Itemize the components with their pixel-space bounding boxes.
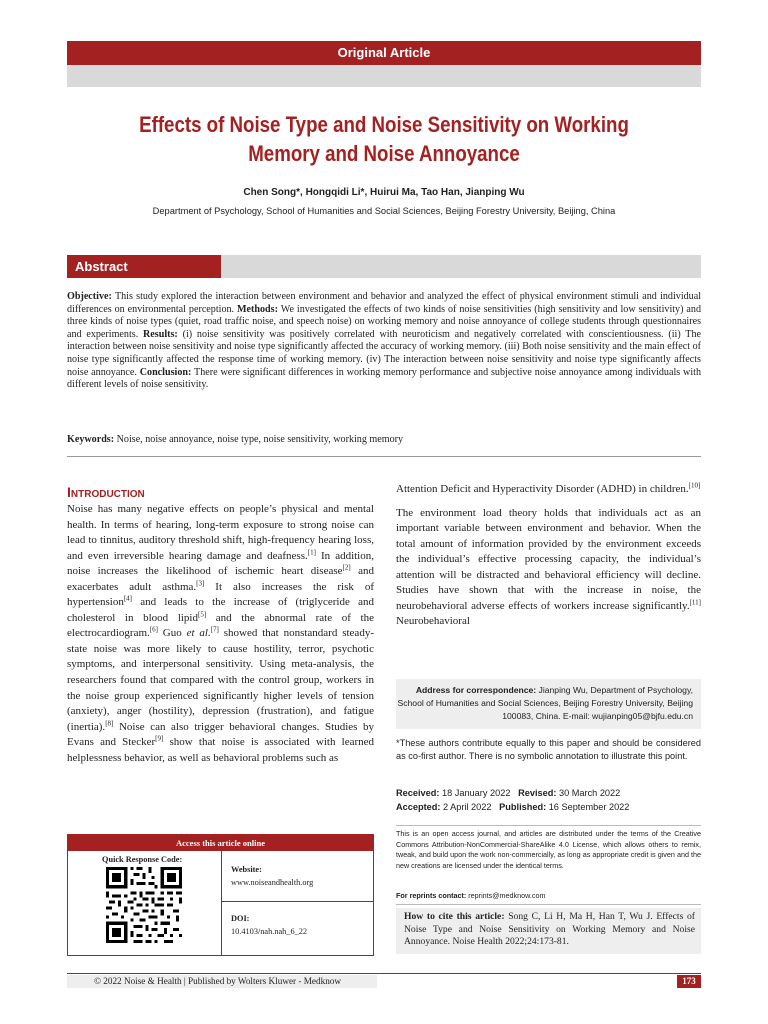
- page-number: 173: [677, 975, 701, 988]
- received-label: Received:: [396, 788, 440, 798]
- citation-ref[interactable]: [11]: [689, 598, 701, 607]
- methods-label: Methods:: [237, 303, 278, 315]
- accepted-label: Accepted:: [396, 802, 441, 812]
- qr-label: Quick Response Code:: [102, 855, 183, 864]
- doi-label: DOI:: [231, 914, 250, 923]
- citation-ref[interactable]: [8]: [105, 719, 114, 727]
- access-divider: [222, 901, 374, 902]
- revised-label: Revised:: [518, 788, 557, 798]
- citation-ref[interactable]: [5]: [197, 610, 207, 619]
- abstract-heading: Abstract: [67, 255, 221, 278]
- qr-code-icon: [106, 867, 182, 943]
- conclusion-label: Conclusion:: [139, 366, 192, 378]
- correspondence-text: Jianping Wu, Department of Psychology,: [536, 685, 693, 695]
- objective-text: This study explored the interaction between environment and behavior and analyzed the effect of physical environment stimuli and individual differences on environmental perception.: [67, 291, 702, 315]
- et-al: et al.: [186, 627, 211, 640]
- citation-box: [396, 908, 701, 954]
- introduction-heading-initial: I: [67, 484, 71, 500]
- intro-paragraph: [396, 482, 701, 498]
- published-date: 16 September 2022: [546, 802, 630, 812]
- citation-ref[interactable]: [1]: [307, 547, 316, 556]
- citation-ref[interactable]: [9]: [155, 734, 164, 743]
- dates-row: [396, 786, 701, 800]
- citation-ref[interactable]: [4]: [123, 594, 132, 603]
- introduction-heading: [67, 484, 145, 500]
- banner-gray-bar: [67, 65, 701, 87]
- qr-column: [68, 851, 222, 955]
- keywords-label: Keywords:: [67, 434, 115, 445]
- correspondence-label: Address for correspondence:: [415, 685, 537, 695]
- correspondence-line: 100083, China. E-mail: wujianping05@bjfu.edu.cn: [502, 711, 693, 721]
- intro-text: Guo: [157, 627, 187, 640]
- license-statement: This is an open access journal, and articles are distributed under the terms of the Creative Commons Attribution-NonCommercial-ShareAlike 4.0 License, which allows others to remix, tweak, and build upon the work non-commercially, as long as appropriate credit is given and the new creations are licensed under the identical terms.: [396, 825, 701, 871]
- footer-copyright: © 2022 Noise & Health | Published by Wolters Kluwer - Medknow: [67, 975, 377, 988]
- introduction-right-column: [396, 482, 701, 630]
- author-affiliation: Department of Psychology, School of Humanities and Social Sciences, Beijing Forestry University, Beijing, China: [152, 206, 616, 216]
- cite-text: Song C, Li H, Ma H, Han T, Wu J. Effects of Noise Type and Noise Sensitivity on Working Memory and Noise Annoyance. Noise Health 2022;24:173-81.: [404, 911, 695, 948]
- citation-ref[interactable]: [3]: [196, 579, 205, 588]
- abstract-body: [67, 291, 701, 392]
- doi-link[interactable]: 10.4103/nah.nah_6_22: [231, 927, 308, 936]
- website-label: Website:: [231, 865, 262, 874]
- article-type-banner: Original Article: [67, 41, 701, 65]
- correspondence-line: School of Humanities and Social Sciences, Beijing Forestry University, Beijing: [397, 698, 693, 708]
- intro-text: Noise has many negative effects on people’s physical and mental health. In terms of hearing, long-term exposure to strong noise can lead to tinnitus, auditory threshold shift, high-frequency hearing loss, and even irreversible hearing damage and deafness.: [67, 503, 374, 562]
- citation-ref[interactable]: [7]: [210, 625, 219, 634]
- intro-paragraph: [396, 506, 701, 630]
- intro-text: The environment load theory holds that individuals act as an important variable between environment and behavior. When the total amount of information provided by the environment exceeds the individual’s effective processing capacity, the individual’s attention will be distracted and behavioral efficiency will decline. Studies have shown that with the increase in noise, the neurobehavioral adverse effects of workers increase significantly.: [396, 506, 701, 612]
- intro-text: and the abnormal rate of the electrocardiogram.: [67, 611, 374, 640]
- citation-ref[interactable]: [10]: [688, 481, 701, 490]
- intro-text: Noise can also trigger behavioral changes. Studies by Evans and Stecker: [67, 720, 374, 749]
- equal-contribution-note: *These authors contribute equally to this paper and should be considered as co-first author. There is no symbolic annotation to illustrate this point.: [396, 738, 701, 761]
- keywords: [67, 434, 701, 445]
- abstract-heading-bar: [221, 255, 701, 278]
- correspondence-line: [396, 684, 693, 697]
- reprints-label: For reprints contact:: [396, 891, 467, 900]
- published-label: Published:: [499, 802, 547, 812]
- website-link[interactable]: www.noiseandhealth.org: [231, 878, 314, 887]
- access-online-box: [67, 834, 374, 956]
- results-text: (i) noise sensitivity was positively correlated with neuroticism and negatively correlated with conscientiousness. (ii) The interaction between noise sensitivity and noise type significantly affected the accuracy of working memory. (iii) Both noise sensitivity and the main effect of noise type significantly affected the response time of working memory. (iv) The interaction between noise sensitivity and noise type significantly affects noise annoyance.: [67, 328, 701, 378]
- intro-text: Neurobehavioral: [396, 615, 470, 628]
- objective-label: Objective:: [67, 291, 112, 302]
- article-title: Effects of Noise Type and Noise Sensitivity on Working Memory and Noise Annoyance: [139, 112, 629, 166]
- access-heading: Access this article online: [68, 835, 373, 851]
- citation-ref[interactable]: [2]: [342, 563, 351, 572]
- intro-text: It also increases the risk of hypertension: [67, 580, 374, 609]
- revised-date: 30 March 2022: [556, 788, 621, 798]
- accepted-date: 2 April 2022: [440, 802, 492, 812]
- introduction-heading-rest: NTRODUCTION: [70, 489, 145, 500]
- introduction-left-column: [67, 502, 374, 766]
- intro-text: and exacerbates adult asthma.: [67, 565, 374, 593]
- results-label: Results:: [143, 328, 178, 340]
- author-list: Chen Song*, Hongqidi Li*, Huirui Ma, Tao Han, Jianping Wu: [243, 187, 525, 198]
- intro-text: Attention Deficit and Hyperactivity Disorder (ADHD) in children.: [396, 483, 689, 495]
- dates-row: [396, 800, 701, 814]
- intro-text: In addition, noise increases the likelihood of ischemic heart disease: [67, 549, 374, 578]
- intro-text: showed that nonstandard steady-state noise was more likely to cause hostility, terror, psychotic symptoms, and interpersonal sensitivity. Using meta-analysis, the researchers found that compared with the control group, workers in the noise group experienced significantly higher levels of tension (anxiety), anger (hostility), depression (frustration), and fatigue (inertia).: [67, 627, 374, 733]
- keywords-text: Noise, noise annoyance, noise type, noise sensitivity, working memory: [116, 434, 404, 445]
- citation-ref[interactable]: [6]: [149, 625, 158, 634]
- reprints-contact: [396, 891, 701, 905]
- article-dates: [396, 786, 701, 814]
- correspondence-box: [396, 679, 701, 729]
- section-divider: [67, 456, 701, 457]
- intro-text: show that noise is associated with learned helplessness behavior, as well as behavioral problems such as: [67, 736, 374, 764]
- cite-label: How to cite this article:: [404, 911, 505, 922]
- intro-text: and leads to the increase of (triglyceride and cholesterol in blood lipid: [67, 596, 374, 624]
- conclusion-text: There were significant differences in working memory performance and subjective noise annoyance among individuals with different levels of noise sensitivity.: [67, 366, 702, 391]
- page-footer: [67, 973, 701, 987]
- received-date: 18 January 2022: [439, 788, 511, 798]
- reprints-email[interactable]: reprints@medknow.com: [466, 891, 546, 900]
- methods-text: We investigated the effects of two kinds of noise sensitivities (high sensitivity and low sensitivity) and three kinds of noise types (quiet, road traffic noise, and speech noise) on working memory and noise annoyance of college students through questionnaires and experiments.: [67, 303, 702, 340]
